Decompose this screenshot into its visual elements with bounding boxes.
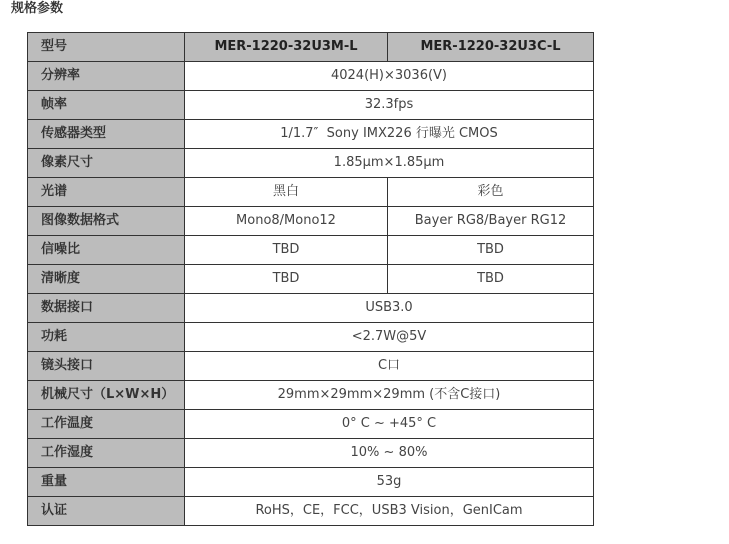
row-value-pixel-format-color: Bayer RG8/Bayer RG12 — [388, 207, 594, 236]
section-title: 规格参数 — [11, 1, 64, 16]
row-value-data-interface: USB3.0 — [185, 294, 594, 323]
row-label-spectrum: 光谱 — [28, 178, 185, 207]
row-value-snr-color: TBD — [388, 236, 594, 265]
row-label-weight: 重量 — [28, 468, 185, 497]
table-row — [28, 352, 594, 381]
table-row — [28, 381, 594, 410]
row-value-spectrum-mono: 黑白 — [185, 178, 388, 207]
row-label-operating-humidity: 工作湿度 — [28, 439, 185, 468]
row-value-dimensions: 29mm×29mm×29mm (不含C接口) — [185, 381, 594, 410]
table-row — [28, 178, 594, 207]
row-label-certification: 认证 — [28, 497, 185, 526]
table-row — [28, 265, 594, 294]
row-label-pixel-format: 图像数据格式 — [28, 207, 185, 236]
row-label-data-interface: 数据接口 — [28, 294, 185, 323]
row-value-spectrum-color: 彩色 — [388, 178, 594, 207]
row-value-sensor-type: 1/1.7″ Sony IMX226 行曝光 CMOS — [185, 120, 594, 149]
table-row — [28, 149, 594, 178]
table-row — [28, 439, 594, 468]
model-color-header: MER-1220-32U3C-L — [388, 33, 594, 62]
row-value-resolution: 4024(H)×3036(V) — [185, 62, 594, 91]
row-label-sharpness: 清晰度 — [28, 265, 185, 294]
row-value-snr-mono: TBD — [185, 236, 388, 265]
row-value-pixel-size: 1.85μm×1.85μm — [185, 149, 594, 178]
row-label-snr: 信噪比 — [28, 236, 185, 265]
row-value-weight: 53g — [185, 468, 594, 497]
table-header-row — [28, 33, 594, 62]
row-value-lens-mount: C口 — [185, 352, 594, 381]
table-row — [28, 410, 594, 439]
specs-table — [27, 32, 594, 526]
row-value-certification: RoHS，CE，FCC，USB3 Vision，GenICam — [185, 497, 594, 526]
row-value-pixel-format-mono: Mono8/Mono12 — [185, 207, 388, 236]
row-label-frame-rate: 帧率 — [28, 91, 185, 120]
row-label-power: 功耗 — [28, 323, 185, 352]
table-row — [28, 91, 594, 120]
table-row — [28, 323, 594, 352]
header-label: 型号 — [28, 33, 185, 62]
table-row — [28, 62, 594, 91]
row-value-operating-humidity: 10% ~ 80% — [185, 439, 594, 468]
row-value-power: <2.7W@5V — [185, 323, 594, 352]
row-label-operating-temperature: 工作温度 — [28, 410, 185, 439]
table-row — [28, 120, 594, 149]
row-label-sensor-type: 传感器类型 — [28, 120, 185, 149]
row-label-resolution: 分辨率 — [28, 62, 185, 91]
row-label-pixel-size: 像素尺寸 — [28, 149, 185, 178]
model-mono-header: MER-1220-32U3M-L — [185, 33, 388, 62]
table-row — [28, 294, 594, 323]
table-row — [28, 497, 594, 526]
row-value-operating-temperature: 0° C ~ +45° C — [185, 410, 594, 439]
row-value-sharpness-mono: TBD — [185, 265, 388, 294]
table-row — [28, 468, 594, 497]
row-value-sharpness-color: TBD — [388, 265, 594, 294]
row-label-dimensions: 机械尺寸（L×W×H） — [28, 381, 185, 410]
table-row — [28, 207, 594, 236]
row-label-lens-mount: 镜头接口 — [28, 352, 185, 381]
table-row — [28, 236, 594, 265]
row-value-frame-rate: 32.3fps — [185, 91, 594, 120]
